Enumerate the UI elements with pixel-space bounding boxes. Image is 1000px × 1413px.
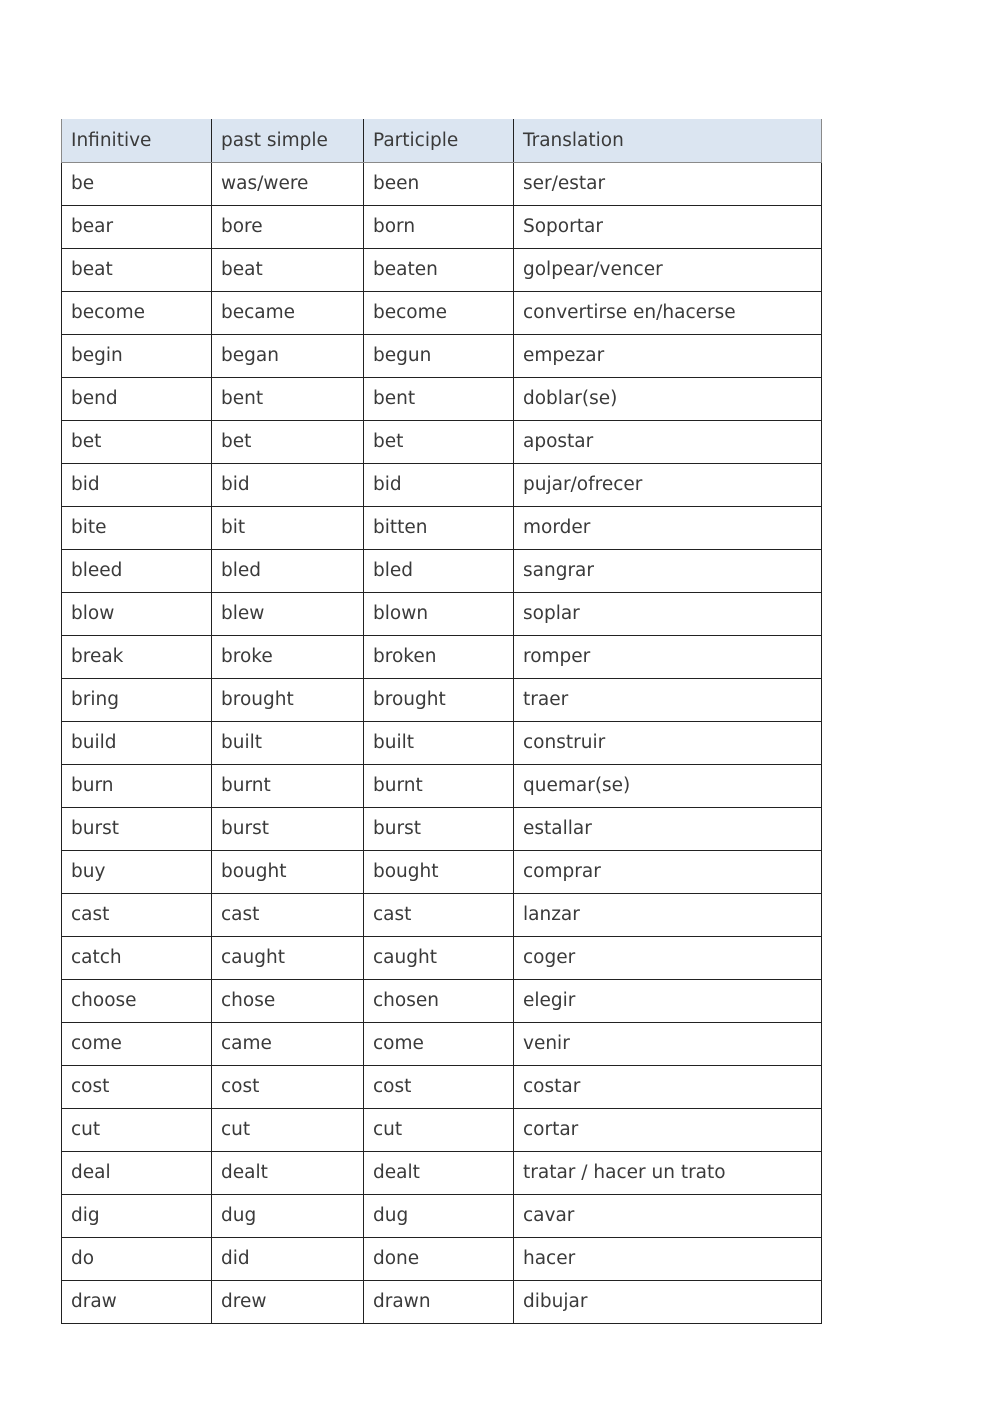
table-row <box>62 936 822 979</box>
cell-past-simple: caught <box>212 936 364 979</box>
cell-past-simple: dealt <box>212 1151 364 1194</box>
cell-past-simple: bid <box>212 463 364 506</box>
cell-translation: tratar / hacer un trato <box>514 1151 822 1194</box>
header-past-simple: past simple <box>212 119 364 162</box>
table-row <box>62 549 822 592</box>
header-translation: Translation <box>514 119 822 162</box>
table-row <box>62 979 822 1022</box>
header-infinitive: Infinitive <box>62 119 212 162</box>
table-row <box>62 807 822 850</box>
table-row <box>62 162 822 205</box>
cell-infinitive: bleed <box>62 549 212 592</box>
cell-translation: soplar <box>514 592 822 635</box>
cell-participle: cast <box>364 893 514 936</box>
table-header <box>62 119 822 162</box>
table-row <box>62 1237 822 1280</box>
cell-past-simple: bet <box>212 420 364 463</box>
cell-translation: cortar <box>514 1108 822 1151</box>
cell-infinitive: cut <box>62 1108 212 1151</box>
cell-past-simple: drew <box>212 1280 364 1323</box>
table-row <box>62 1108 822 1151</box>
cell-participle: blown <box>364 592 514 635</box>
cell-participle: come <box>364 1022 514 1065</box>
cell-infinitive: draw <box>62 1280 212 1323</box>
cell-translation: coger <box>514 936 822 979</box>
cell-translation: dibujar <box>514 1280 822 1323</box>
cell-participle: burnt <box>364 764 514 807</box>
cell-infinitive: begin <box>62 334 212 377</box>
cell-participle: bought <box>364 850 514 893</box>
table-row <box>62 1022 822 1065</box>
header-participle: Participle <box>364 119 514 162</box>
cell-participle: drawn <box>364 1280 514 1323</box>
cell-infinitive: bet <box>62 420 212 463</box>
cell-past-simple: began <box>212 334 364 377</box>
cell-participle: bet <box>364 420 514 463</box>
cell-translation: lanzar <box>514 893 822 936</box>
table-row <box>62 420 822 463</box>
table-row <box>62 205 822 248</box>
cell-translation: Soportar <box>514 205 822 248</box>
cell-infinitive: cast <box>62 893 212 936</box>
cell-past-simple: blew <box>212 592 364 635</box>
table-row <box>62 377 822 420</box>
cell-participle: bitten <box>364 506 514 549</box>
table-row <box>62 1280 822 1323</box>
cell-infinitive: burst <box>62 807 212 850</box>
cell-past-simple: cut <box>212 1108 364 1151</box>
cell-infinitive: be <box>62 162 212 205</box>
table-row <box>62 592 822 635</box>
cell-past-simple: cast <box>212 893 364 936</box>
cell-infinitive: do <box>62 1237 212 1280</box>
cell-participle: bled <box>364 549 514 592</box>
cell-past-simple: bought <box>212 850 364 893</box>
cell-participle: burst <box>364 807 514 850</box>
cell-translation: hacer <box>514 1237 822 1280</box>
table-row <box>62 764 822 807</box>
cell-translation: quemar(se) <box>514 764 822 807</box>
table-row <box>62 850 822 893</box>
header-row <box>62 119 822 162</box>
table-body <box>62 162 822 1323</box>
cell-infinitive: build <box>62 721 212 764</box>
table-row <box>62 1194 822 1237</box>
cell-participle: become <box>364 291 514 334</box>
cell-participle: dealt <box>364 1151 514 1194</box>
table-row <box>62 506 822 549</box>
cell-participle: born <box>364 205 514 248</box>
cell-past-simple: broke <box>212 635 364 678</box>
cell-participle: broken <box>364 635 514 678</box>
cell-infinitive: choose <box>62 979 212 1022</box>
cell-translation: traer <box>514 678 822 721</box>
cell-participle: done <box>364 1237 514 1280</box>
table-row <box>62 635 822 678</box>
cell-participle: dug <box>364 1194 514 1237</box>
cell-translation: sangrar <box>514 549 822 592</box>
cell-infinitive: become <box>62 291 212 334</box>
cell-past-simple: burst <box>212 807 364 850</box>
cell-past-simple: built <box>212 721 364 764</box>
cell-translation: apostar <box>514 420 822 463</box>
cell-translation: cavar <box>514 1194 822 1237</box>
cell-infinitive: catch <box>62 936 212 979</box>
cell-participle: cut <box>364 1108 514 1151</box>
cell-infinitive: cost <box>62 1065 212 1108</box>
cell-past-simple: brought <box>212 678 364 721</box>
irregular-verbs-table <box>61 119 822 1324</box>
cell-participle: bent <box>364 377 514 420</box>
cell-past-simple: did <box>212 1237 364 1280</box>
cell-infinitive: beat <box>62 248 212 291</box>
table-row <box>62 463 822 506</box>
cell-participle: begun <box>364 334 514 377</box>
cell-past-simple: was/were <box>212 162 364 205</box>
table-row <box>62 248 822 291</box>
cell-past-simple: cost <box>212 1065 364 1108</box>
cell-participle: bid <box>364 463 514 506</box>
cell-translation: morder <box>514 506 822 549</box>
table-row <box>62 334 822 377</box>
cell-participle: cost <box>364 1065 514 1108</box>
cell-past-simple: became <box>212 291 364 334</box>
cell-translation: empezar <box>514 334 822 377</box>
table-row <box>62 1065 822 1108</box>
cell-past-simple: bent <box>212 377 364 420</box>
cell-translation: construir <box>514 721 822 764</box>
cell-past-simple: beat <box>212 248 364 291</box>
cell-infinitive: bring <box>62 678 212 721</box>
cell-infinitive: blow <box>62 592 212 635</box>
cell-infinitive: bend <box>62 377 212 420</box>
cell-infinitive: bear <box>62 205 212 248</box>
cell-infinitive: bid <box>62 463 212 506</box>
cell-past-simple: dug <box>212 1194 364 1237</box>
table-row <box>62 721 822 764</box>
cell-participle: beaten <box>364 248 514 291</box>
table-row <box>62 893 822 936</box>
cell-translation: doblar(se) <box>514 377 822 420</box>
cell-translation: costar <box>514 1065 822 1108</box>
cell-infinitive: buy <box>62 850 212 893</box>
cell-past-simple: bore <box>212 205 364 248</box>
cell-infinitive: deal <box>62 1151 212 1194</box>
table-row <box>62 291 822 334</box>
cell-infinitive: come <box>62 1022 212 1065</box>
cell-participle: caught <box>364 936 514 979</box>
cell-past-simple: bit <box>212 506 364 549</box>
cell-translation: venir <box>514 1022 822 1065</box>
cell-translation: golpear/vencer <box>514 248 822 291</box>
cell-translation: convertirse en/hacerse <box>514 291 822 334</box>
cell-infinitive: dig <box>62 1194 212 1237</box>
cell-participle: chosen <box>364 979 514 1022</box>
cell-past-simple: bled <box>212 549 364 592</box>
cell-translation: estallar <box>514 807 822 850</box>
cell-participle: been <box>364 162 514 205</box>
cell-translation: elegir <box>514 979 822 1022</box>
cell-infinitive: break <box>62 635 212 678</box>
cell-participle: brought <box>364 678 514 721</box>
cell-past-simple: burnt <box>212 764 364 807</box>
cell-participle: built <box>364 721 514 764</box>
cell-past-simple: came <box>212 1022 364 1065</box>
table-row <box>62 1151 822 1194</box>
cell-translation: comprar <box>514 850 822 893</box>
cell-translation: pujar/ofrecer <box>514 463 822 506</box>
table-row <box>62 678 822 721</box>
cell-infinitive: bite <box>62 506 212 549</box>
cell-translation: romper <box>514 635 822 678</box>
cell-past-simple: chose <box>212 979 364 1022</box>
cell-infinitive: burn <box>62 764 212 807</box>
cell-translation: ser/estar <box>514 162 822 205</box>
